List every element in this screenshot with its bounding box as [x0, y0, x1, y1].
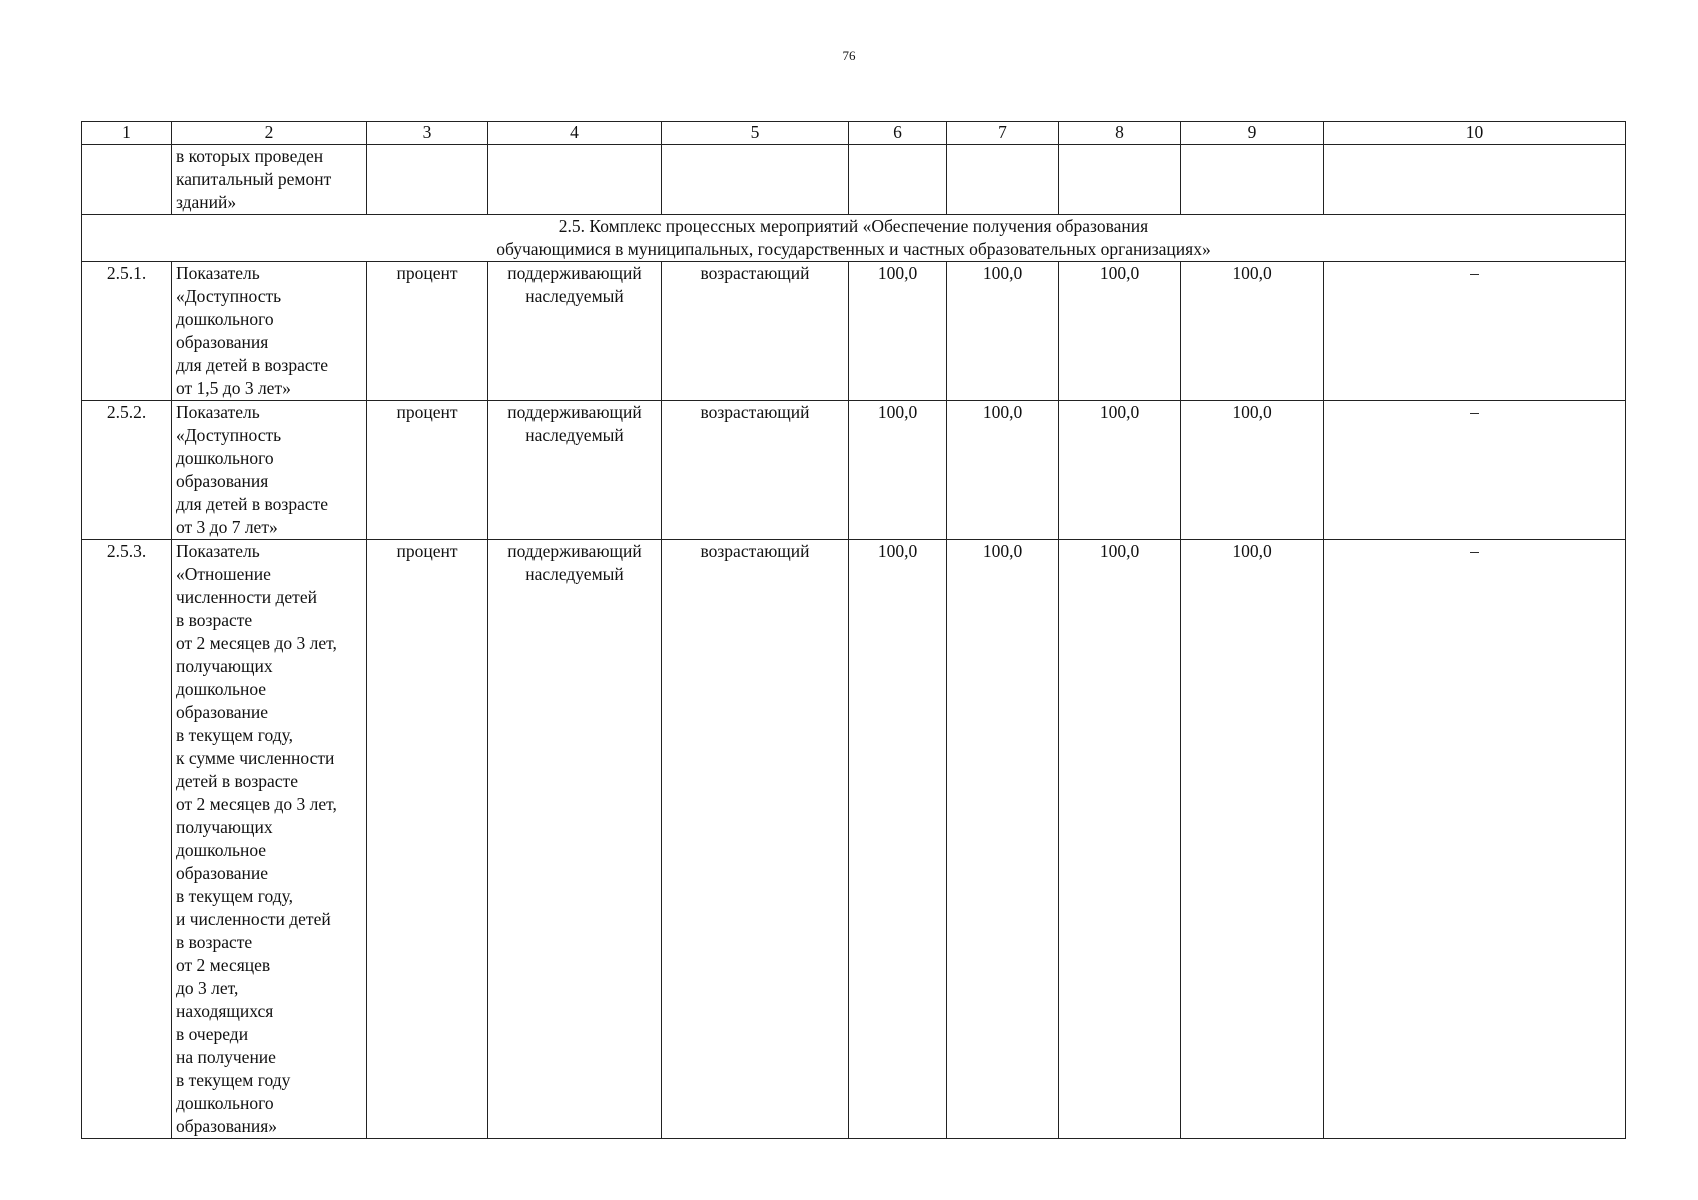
empty-cell	[1324, 145, 1626, 215]
empty-cell	[947, 145, 1059, 215]
value-col-6: 100,0	[849, 540, 947, 1139]
row-number	[82, 145, 172, 215]
row-number: 2.5.3.	[82, 540, 172, 1139]
column-header-1: 1	[82, 122, 172, 145]
trend-cell: возрастающий	[662, 540, 849, 1139]
indicators-table	[81, 121, 1626, 1139]
indicator-name: Показатель «Отношение численности детей в возрасте от 2 месяцев до 3 лет, получающих дошкольное образование в текущем году, к сумме численности детей в возрасте от 2 месяцев до 3 лет, получающих дошкольное образование в текущем году, и численности детей в возрасте от 2 месяцев до 3 лет, находящихся в очереди на получение в текущем году дошкольного образования»	[172, 540, 367, 1139]
column-header-4: 4	[488, 122, 662, 145]
table-row	[82, 540, 1626, 1139]
value-col-10: –	[1324, 401, 1626, 540]
section-heading-line-2: обучающимися в муниципальных, государственных и частных образовательных организациях»	[496, 239, 1211, 259]
value-col-7: 100,0	[947, 540, 1059, 1139]
empty-cell	[367, 145, 488, 215]
value-col-9: 100,0	[1181, 262, 1324, 401]
value-col-8: 100,0	[1059, 540, 1181, 1139]
column-header-6: 6	[849, 122, 947, 145]
column-header-9: 9	[1181, 122, 1324, 145]
table-row	[82, 262, 1626, 401]
column-header-3: 3	[367, 122, 488, 145]
value-col-8: 100,0	[1059, 401, 1181, 540]
table-row	[82, 401, 1626, 540]
indicator-name: Показатель «Доступность дошкольного образования для детей в возрасте от 3 до 7 лет»	[172, 401, 367, 540]
section-heading-row	[82, 215, 1626, 262]
empty-cell	[1059, 145, 1181, 215]
value-col-10: –	[1324, 540, 1626, 1139]
indicator-type-cell: поддерживающий наследуемый	[488, 401, 662, 540]
trend-cell: возрастающий	[662, 401, 849, 540]
page-number: 76	[842, 48, 856, 63]
unit-cell: процент	[367, 540, 488, 1139]
empty-cell	[1181, 145, 1324, 215]
column-header-5: 5	[662, 122, 849, 145]
empty-cell	[662, 145, 849, 215]
indicator-name: Показатель «Доступность дошкольного образования для детей в возрасте от 1,5 до 3 лет»	[172, 262, 367, 401]
column-header-10: 10	[1324, 122, 1626, 145]
empty-cell	[488, 145, 662, 215]
value-col-9: 100,0	[1181, 401, 1324, 540]
row-number: 2.5.1.	[82, 262, 172, 401]
trend-cell: возрастающий	[662, 262, 849, 401]
column-header-2: 2	[172, 122, 367, 145]
indicator-name: в которых проведен капитальный ремонт зданий»	[172, 145, 367, 215]
section-heading-line-1: 2.5. Комплекс процессных мероприятий «Обеспечение получения образования	[558, 216, 1149, 236]
column-header-8: 8	[1059, 122, 1181, 145]
value-col-9: 100,0	[1181, 540, 1324, 1139]
value-col-10: –	[1324, 262, 1626, 401]
value-col-8: 100,0	[1059, 262, 1181, 401]
row-number: 2.5.2.	[82, 401, 172, 540]
value-col-6: 100,0	[849, 401, 947, 540]
column-number-header-row	[82, 122, 1626, 145]
column-header-7: 7	[947, 122, 1059, 145]
empty-cell	[849, 145, 947, 215]
value-col-7: 100,0	[947, 262, 1059, 401]
indicator-type-cell: поддерживающий наследуемый	[488, 262, 662, 401]
unit-cell: процент	[367, 262, 488, 401]
section-heading	[82, 215, 1626, 262]
value-col-6: 100,0	[849, 262, 947, 401]
unit-cell: процент	[367, 401, 488, 540]
continuation-row	[82, 145, 1626, 215]
indicator-type-cell: поддерживающий наследуемый	[488, 540, 662, 1139]
value-col-7: 100,0	[947, 401, 1059, 540]
